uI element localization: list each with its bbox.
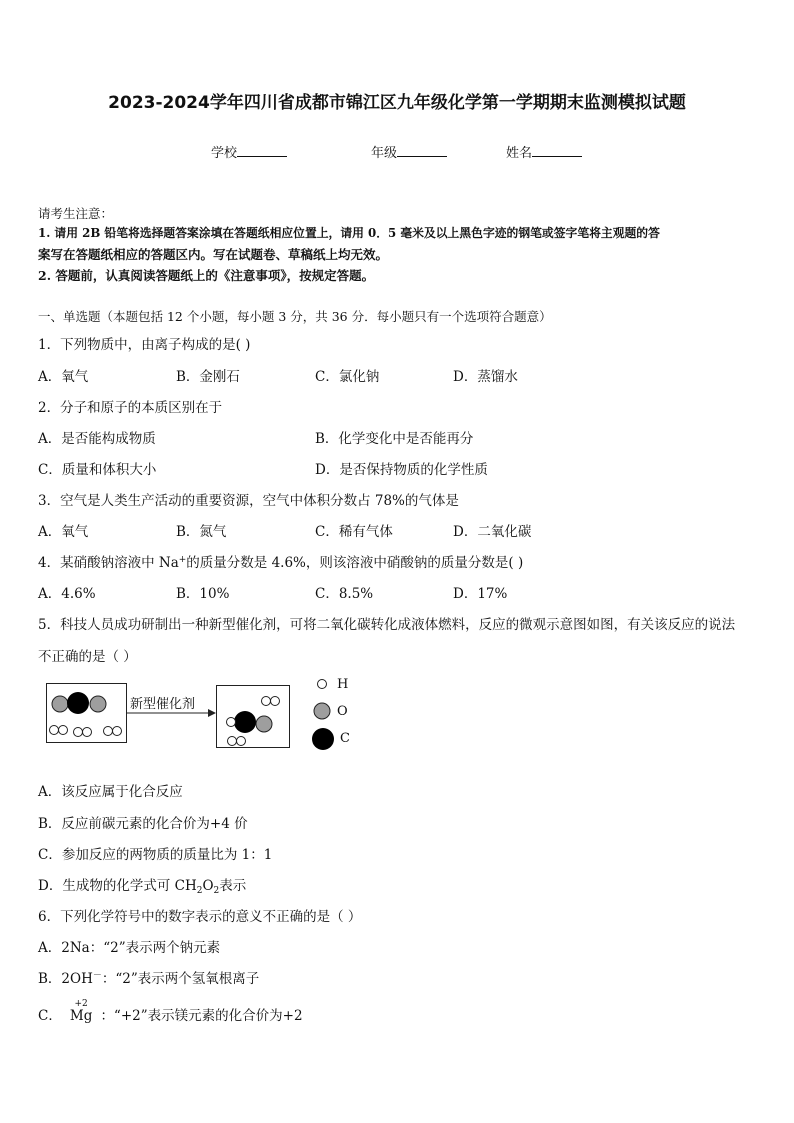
- q4-option-a[interactable]: A．4.6%: [38, 586, 96, 602]
- q4-stem-post: 的质量分数是 4.6%，则该溶液中硝酸钠的质量分数是( ): [186, 555, 524, 571]
- grade-label: 年级: [371, 146, 398, 161]
- q2-option-c[interactable]: C．质量和体积大小: [38, 462, 157, 478]
- q6-b-post: ：“2”表示两个氢氧根离子: [101, 971, 260, 987]
- school-blank[interactable]: [237, 144, 287, 157]
- oxygen-atom: [256, 716, 272, 732]
- name-blank[interactable]: [532, 144, 582, 157]
- hydrogen-atom: [74, 728, 83, 737]
- q3-option-b[interactable]: B．氮气: [176, 524, 227, 540]
- school-label: 学校: [211, 146, 238, 161]
- hydrogen-atom: [83, 728, 92, 737]
- school-field[interactable]: [211, 142, 287, 161]
- carbon-atom: [234, 711, 256, 733]
- grade-blank[interactable]: [397, 144, 447, 157]
- legend-c-label: C: [340, 731, 350, 746]
- q6-b-sup: －: [92, 971, 102, 981]
- q2-option-b[interactable]: B．化学变化中是否能再分: [315, 431, 474, 447]
- q6-c-symbol-wrap: [66, 999, 96, 1024]
- legend-oxygen-icon: [314, 703, 330, 719]
- legend-o-label: O: [337, 704, 348, 719]
- q1-option-b[interactable]: B．金刚石: [176, 369, 240, 385]
- q4-stem-sup: +: [178, 555, 187, 565]
- q5-d-mid: O: [202, 878, 214, 894]
- q5-stem-line1: 5．科技人员成功研制出一种新型催化剂，可将二氧化碳转化成液体燃料，反应的微观示意图如图，有关该反应的说法: [38, 617, 736, 633]
- q6-c-symbol: Mg: [69, 1008, 93, 1024]
- name-label: 姓名: [506, 146, 533, 161]
- reaction-diagram: [40, 670, 370, 760]
- q5-stem-line2: 不正确的是（ ）: [38, 649, 137, 665]
- q5-option-a[interactable]: A．该反应属于化合反应: [38, 784, 183, 800]
- hydrogen-atom: [59, 726, 68, 735]
- carbon-atom: [67, 692, 89, 714]
- hydrogen-atom: [227, 718, 236, 727]
- catalyst-label: 新型催化剂: [130, 697, 196, 712]
- notice-line2: 2. 答题前，认真阅读答题纸上的《注意事项》，按规定答题。: [38, 268, 375, 283]
- oxygen-atom: [52, 696, 68, 712]
- q2-stem: 2．分子和原子的本质区别在于: [38, 400, 223, 416]
- q5-option-d[interactable]: [38, 874, 246, 896]
- product-molecule: [227, 711, 273, 733]
- q3-stem: 3．空气是人类生产活动的重要资源，空气中体积分数占 78%的气体是: [38, 493, 459, 509]
- q5-option-b[interactable]: B．反应前碳元素的化合价为+4 价: [38, 816, 248, 832]
- q5-d-post: 表示: [219, 878, 247, 894]
- hydrogen-atom: [104, 727, 113, 736]
- hydrogen-atom: [271, 697, 280, 706]
- q1-stem: 1．下列物质中，由离子构成的是( ): [38, 337, 251, 353]
- q1-option-c[interactable]: C．氯化钠: [315, 369, 380, 385]
- arrowhead: [208, 709, 216, 717]
- q2-option-a[interactable]: A．是否能构成物质: [38, 431, 156, 447]
- q4-stem-pre: 4．某硝酸钠溶液中 Na: [38, 555, 179, 571]
- q3-option-c[interactable]: C．稀有气体: [315, 524, 393, 540]
- hydrogen-atom: [113, 727, 122, 736]
- q3-option-a[interactable]: A．氧气: [38, 524, 89, 540]
- legend-h-label: H: [337, 677, 349, 692]
- hydrogen-atom: [228, 737, 237, 746]
- oxygen-atom: [90, 696, 106, 712]
- q6-option-a[interactable]: A．2Na：“2”表示两个钠元素: [38, 940, 221, 956]
- q6-c-label: C．: [38, 1008, 62, 1024]
- q5-d-pre: D．生成物的化学式可 CH: [38, 878, 197, 894]
- legend-carbon-icon: [312, 728, 334, 750]
- notice-heading: 请考生注意：: [38, 206, 114, 221]
- section-heading: 一、单选题（本题包括 12 个小题，每小题 3 分，共 36 分．每小题只有一个选项符合题意）: [38, 309, 552, 324]
- notice-line1a: 1. 请用 2B 铅笔将选择题答案涂填在答题纸相应位置上，请用 0．5 毫米及以上黑色字迹的钢笔或签字笔将主观题的答: [38, 226, 660, 240]
- hydrogen-atom: [237, 737, 246, 746]
- q5-option-c[interactable]: C．参加反应的两物质的质量比为 1：1: [38, 847, 273, 863]
- page-title: 2023-2024学年四川省成都市锦江区九年级化学第一学期期末监测模拟试题: [108, 93, 686, 113]
- q6-option-c[interactable]: [38, 999, 303, 1024]
- h2-molecules: [50, 726, 122, 737]
- notice-line1b: 案写在答题纸相应的答题区内。写在试题卷、草稿纸上均无效。: [38, 247, 389, 262]
- q4-option-b[interactable]: B．10%: [176, 586, 230, 602]
- q2-option-d[interactable]: D．是否保持物质的化学性质: [315, 462, 488, 478]
- legend-hydrogen-icon: [318, 680, 327, 689]
- q5-d-sub1: 2: [196, 886, 203, 896]
- q5-d-sub2: 2: [213, 886, 220, 896]
- q6-c-valence: +2: [74, 999, 88, 1009]
- q1-option-a[interactable]: A．氧气: [38, 369, 89, 385]
- q4-stem: [38, 551, 523, 571]
- q3-option-d[interactable]: D．二氧化碳: [453, 524, 532, 540]
- q4-option-d[interactable]: D．17%: [453, 586, 508, 602]
- hydrogen-atom: [50, 726, 59, 735]
- q1-option-d[interactable]: D．蒸馏水: [453, 369, 518, 385]
- q6-stem: 6．下列化学符号中的数字表示的意义不正确的是（ ）: [38, 909, 362, 925]
- q6-c-post: ：“+2”表示镁元素的化合价为+2: [100, 1008, 303, 1024]
- q4-option-c[interactable]: C．8.5%: [315, 586, 374, 602]
- hydrogen-atom: [262, 697, 271, 706]
- name-field[interactable]: [506, 142, 582, 161]
- co2-molecule: [52, 692, 106, 714]
- q6-option-b[interactable]: [38, 967, 259, 987]
- grade-field[interactable]: [371, 142, 447, 161]
- q6-b-pre: B．2OH: [38, 971, 93, 987]
